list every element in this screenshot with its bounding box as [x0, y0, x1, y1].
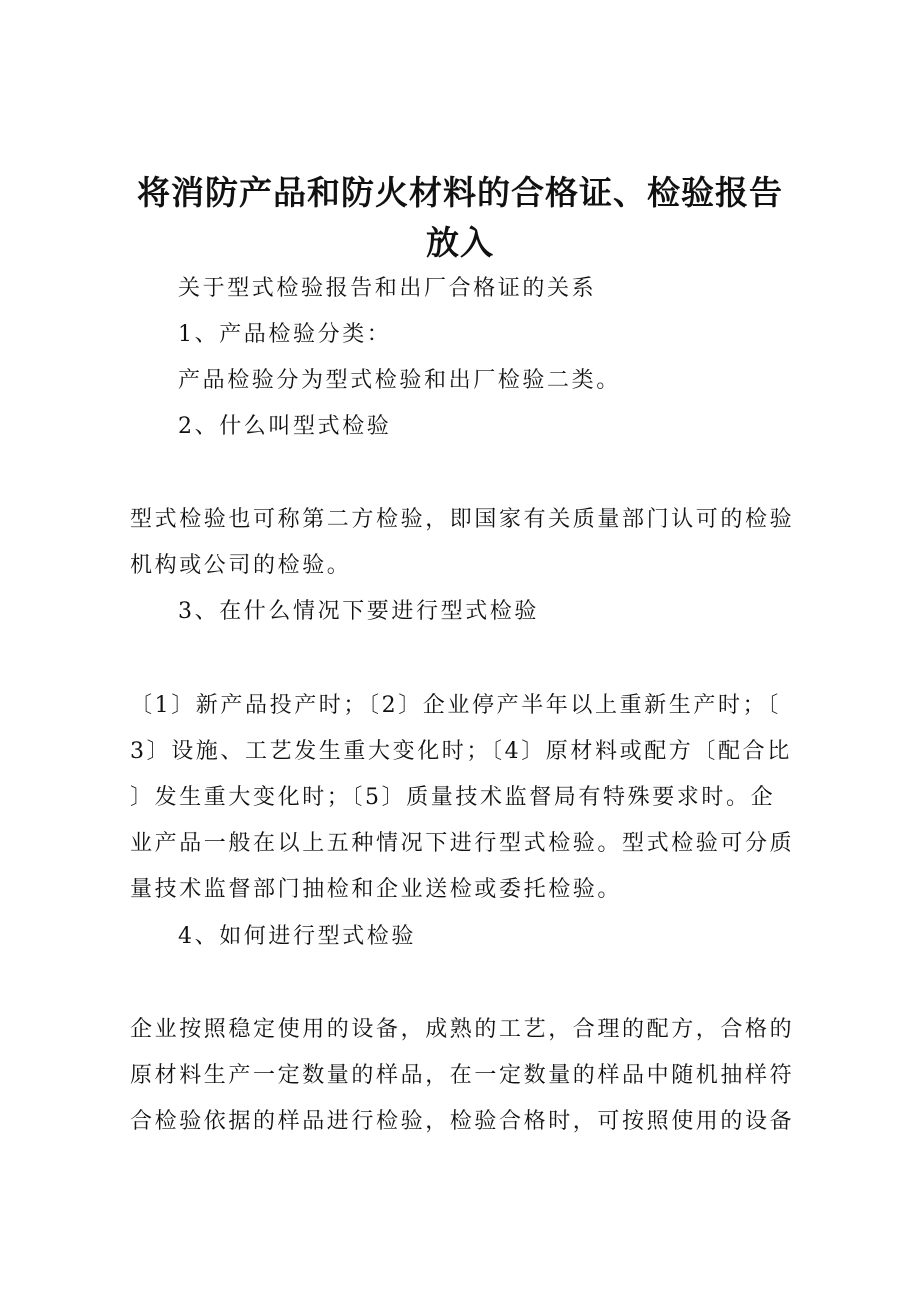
section-3-line: 业产品一般在以上五种情况下进行型式检验。型式检验可分质: [130, 831, 795, 856]
section-1-text: 产品检验分为型式检验和出厂检验二类。: [178, 368, 621, 393]
title-line-1: 将消防产品和防火材料的合格证、检验报告: [137, 173, 783, 212]
title-line-2: 放入: [426, 223, 494, 262]
section-3-heading: 3、在什么情况下要进行型式检验: [178, 599, 539, 624]
section-4-heading: 4、如何进行型式检验: [178, 924, 416, 949]
section-2-heading: 2、什么叫型式检验: [178, 414, 392, 439]
section-4-body: [130, 1007, 796, 1145]
section-3-line: 量技术监督部门抽检和企业送检或委托检验。: [130, 877, 623, 902]
section-2-body: [130, 497, 796, 589]
section-3-line: 3〕设施、工艺发生重大变化时；〔4〕原材料或配方〔配合比: [130, 739, 792, 764]
section-4-line: 合检验依据的样品进行检验，检验合格时，可按照使用的设备: [130, 1109, 795, 1134]
section-4-line: 原材料生产一定数量的样品，在一定数量的样品中随机抽样符: [130, 1063, 795, 1088]
section-2-line: 型式检验也可称第二方检验，即国家有关质量部门认可的检验: [130, 507, 795, 532]
section-3-line: 〔1〕新产品投产时；〔2〕企业停产半年以上重新生产时；〔: [130, 693, 781, 718]
section-3-line: 〕发生重大变化时；〔5〕质量技术监督局有特殊要求时。企: [130, 785, 776, 810]
section-1-heading: 1、产品检验分类：: [178, 322, 392, 347]
section-4-line: 企业按照稳定使用的设备，成熟的工艺，合理的配方，合格的: [130, 1017, 795, 1042]
section-2-line: 机构或公司的检验。: [130, 553, 352, 578]
section-3-body: [130, 683, 796, 913]
intro-paragraph: 关于型式检验报告和出厂合格证的关系: [178, 276, 597, 301]
document-title: [110, 168, 810, 268]
